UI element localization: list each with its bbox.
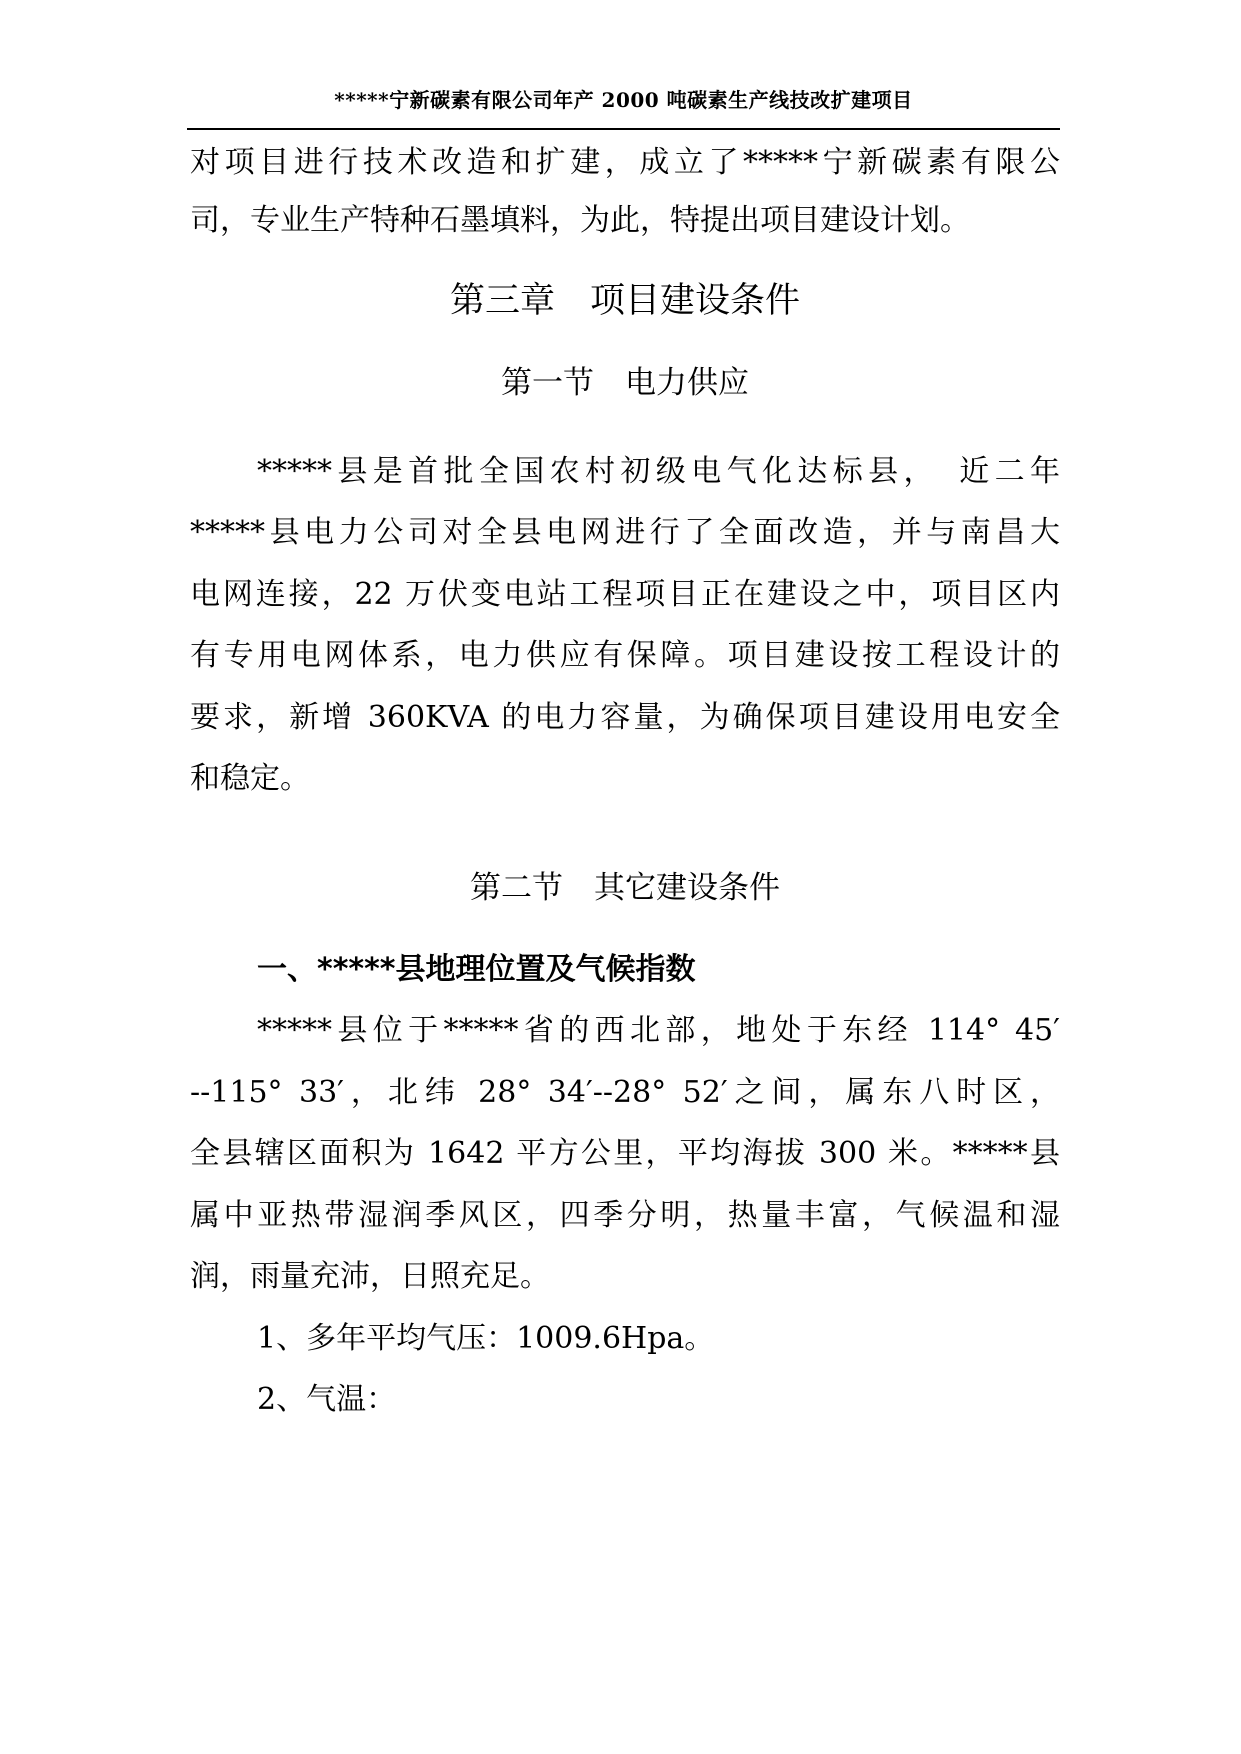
body-line: 属中亚热带湿润季风区，四季分明，热量丰富，气候温和湿 (190, 1198, 1060, 1233)
body-line: *****县位于*****省的西北部，地处于东经 114° 45′ (257, 1013, 1060, 1048)
body-line: 司，专业生产特种石墨填料，为此，特提出项目建设计划。 (190, 203, 970, 238)
body-line: 全县辖区面积为 1642 平方公里，平均海拔 300 米。*****县 (190, 1136, 1060, 1171)
body-line: 要求，新增 360KVA 的电力容量，为确保项目建设用电安全 (190, 700, 1060, 735)
body-line: *****县是首批全国农村初级电气化达标县， 近二年 (257, 454, 1060, 489)
section-title: 第一节 电力供应 (501, 365, 749, 401)
section-title: 第二节 其它建设条件 (470, 870, 780, 906)
list-item: 2、气温： (257, 1382, 397, 1417)
list-item: 1、多年平均气压：1009.6Hpa。 (257, 1321, 715, 1356)
body-line: 和稳定。 (190, 761, 310, 796)
header-divider (187, 128, 1060, 130)
body-line: 电网连接，22 万伏变电站工程项目正在建设之中，项目区内 (190, 577, 1060, 612)
body-line: 有专用电网体系，电力供应有保障。项目建设按工程设计的 (190, 638, 1060, 673)
running-header: *****宁新碳素有限公司年产 2000 吨碳素生产线技改扩建项目 (334, 88, 913, 112)
body-line: --115° 33′，北纬 28° 34′--28° 52′之间，属东八时区， (190, 1075, 1060, 1110)
body-line: *****县电力公司对全县电网进行了全面改造，并与南昌大 (190, 515, 1060, 550)
chapter-title: 第三章 项目建设条件 (449, 281, 800, 321)
body-line: 对项目进行技术改造和扩建，成立了*****宁新碳素有限公 (190, 145, 1060, 180)
body-line: 润，雨量充沛，日照充足。 (190, 1259, 550, 1294)
subsection-heading: 一、*****县地理位置及气候指数 (257, 952, 696, 987)
